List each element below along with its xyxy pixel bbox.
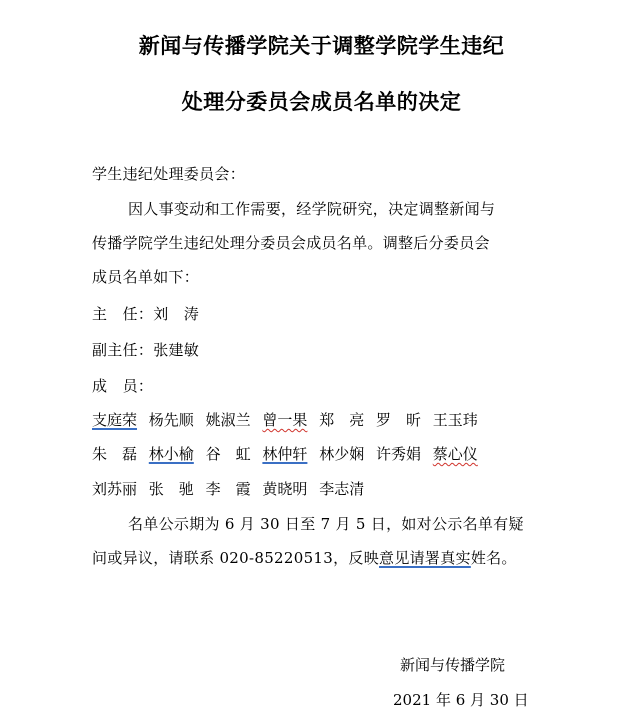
member-name: 罗 昕 xyxy=(375,411,421,429)
member-name: 王玉玮 xyxy=(432,411,478,429)
paragraph-2-text-c: 姓名。 xyxy=(470,549,517,567)
member-name: 朱 磊 xyxy=(92,445,138,463)
member-name: 许秀娟 xyxy=(375,445,421,463)
director-name: 刘 涛 xyxy=(153,305,200,323)
members-label: 成 员： xyxy=(92,377,154,395)
member-name: 曾一果 xyxy=(262,411,308,429)
member-name: 蔡心仪 xyxy=(432,445,478,463)
members-row-2 xyxy=(92,444,485,464)
salutation: 学生违纪处理委员会： xyxy=(92,165,246,183)
signature: 新闻与传播学院 xyxy=(400,656,506,674)
title-line-1: 新闻与传播学院关于调整学院学生违纪 xyxy=(138,34,505,58)
director-label: 主 任： xyxy=(92,305,154,323)
member-name: 李 霞 xyxy=(205,480,251,498)
member-name: 张 驰 xyxy=(148,480,194,498)
paragraph-2-text-a: 问或异议，请联系 020-85220513，反映 xyxy=(92,549,380,567)
members-row-1 xyxy=(92,410,485,430)
member-name: 郑 亮 xyxy=(319,411,365,429)
paragraph-2-line-2 xyxy=(92,548,517,568)
paragraph-2-underlined-text: 意见请署真实 xyxy=(379,549,471,567)
paragraph-1-line-3: 成员名单如下： xyxy=(92,268,200,286)
member-name: 杨先顺 xyxy=(148,411,194,429)
member-name: 林少娴 xyxy=(319,445,365,463)
member-name: 李志清 xyxy=(319,480,365,498)
member-name: 黄晓明 xyxy=(262,480,308,498)
member-name: 姚淑兰 xyxy=(205,411,251,429)
paragraph-2-line-1: 名单公示期为 6 月 30 日至 7 月 5 日，如对公示名单有疑 xyxy=(128,515,524,533)
title-line-2: 处理分委员会成员名单的决定 xyxy=(181,90,462,114)
paragraph-1-line-2: 传播学院学生违纪处理分委员会成员名单。调整后分委员会 xyxy=(92,234,490,252)
member-name: 支庭荣 xyxy=(92,411,138,429)
director-line xyxy=(92,304,199,324)
member-name: 刘苏丽 xyxy=(92,480,138,498)
deputy-name: 张建敏 xyxy=(153,341,200,359)
member-name: 林仲轩 xyxy=(262,445,308,463)
paragraph-1-line-1: 因人事变动和工作需要，经学院研究，决定调整新闻与 xyxy=(128,200,496,218)
member-name: 谷 虹 xyxy=(205,445,251,463)
date: 2021 年 6 月 30 日 xyxy=(393,691,529,709)
member-name: 林小榆 xyxy=(148,445,194,463)
deputy-label: 副主任： xyxy=(92,341,154,359)
members-row-3 xyxy=(92,479,371,499)
deputy-line xyxy=(92,340,199,360)
